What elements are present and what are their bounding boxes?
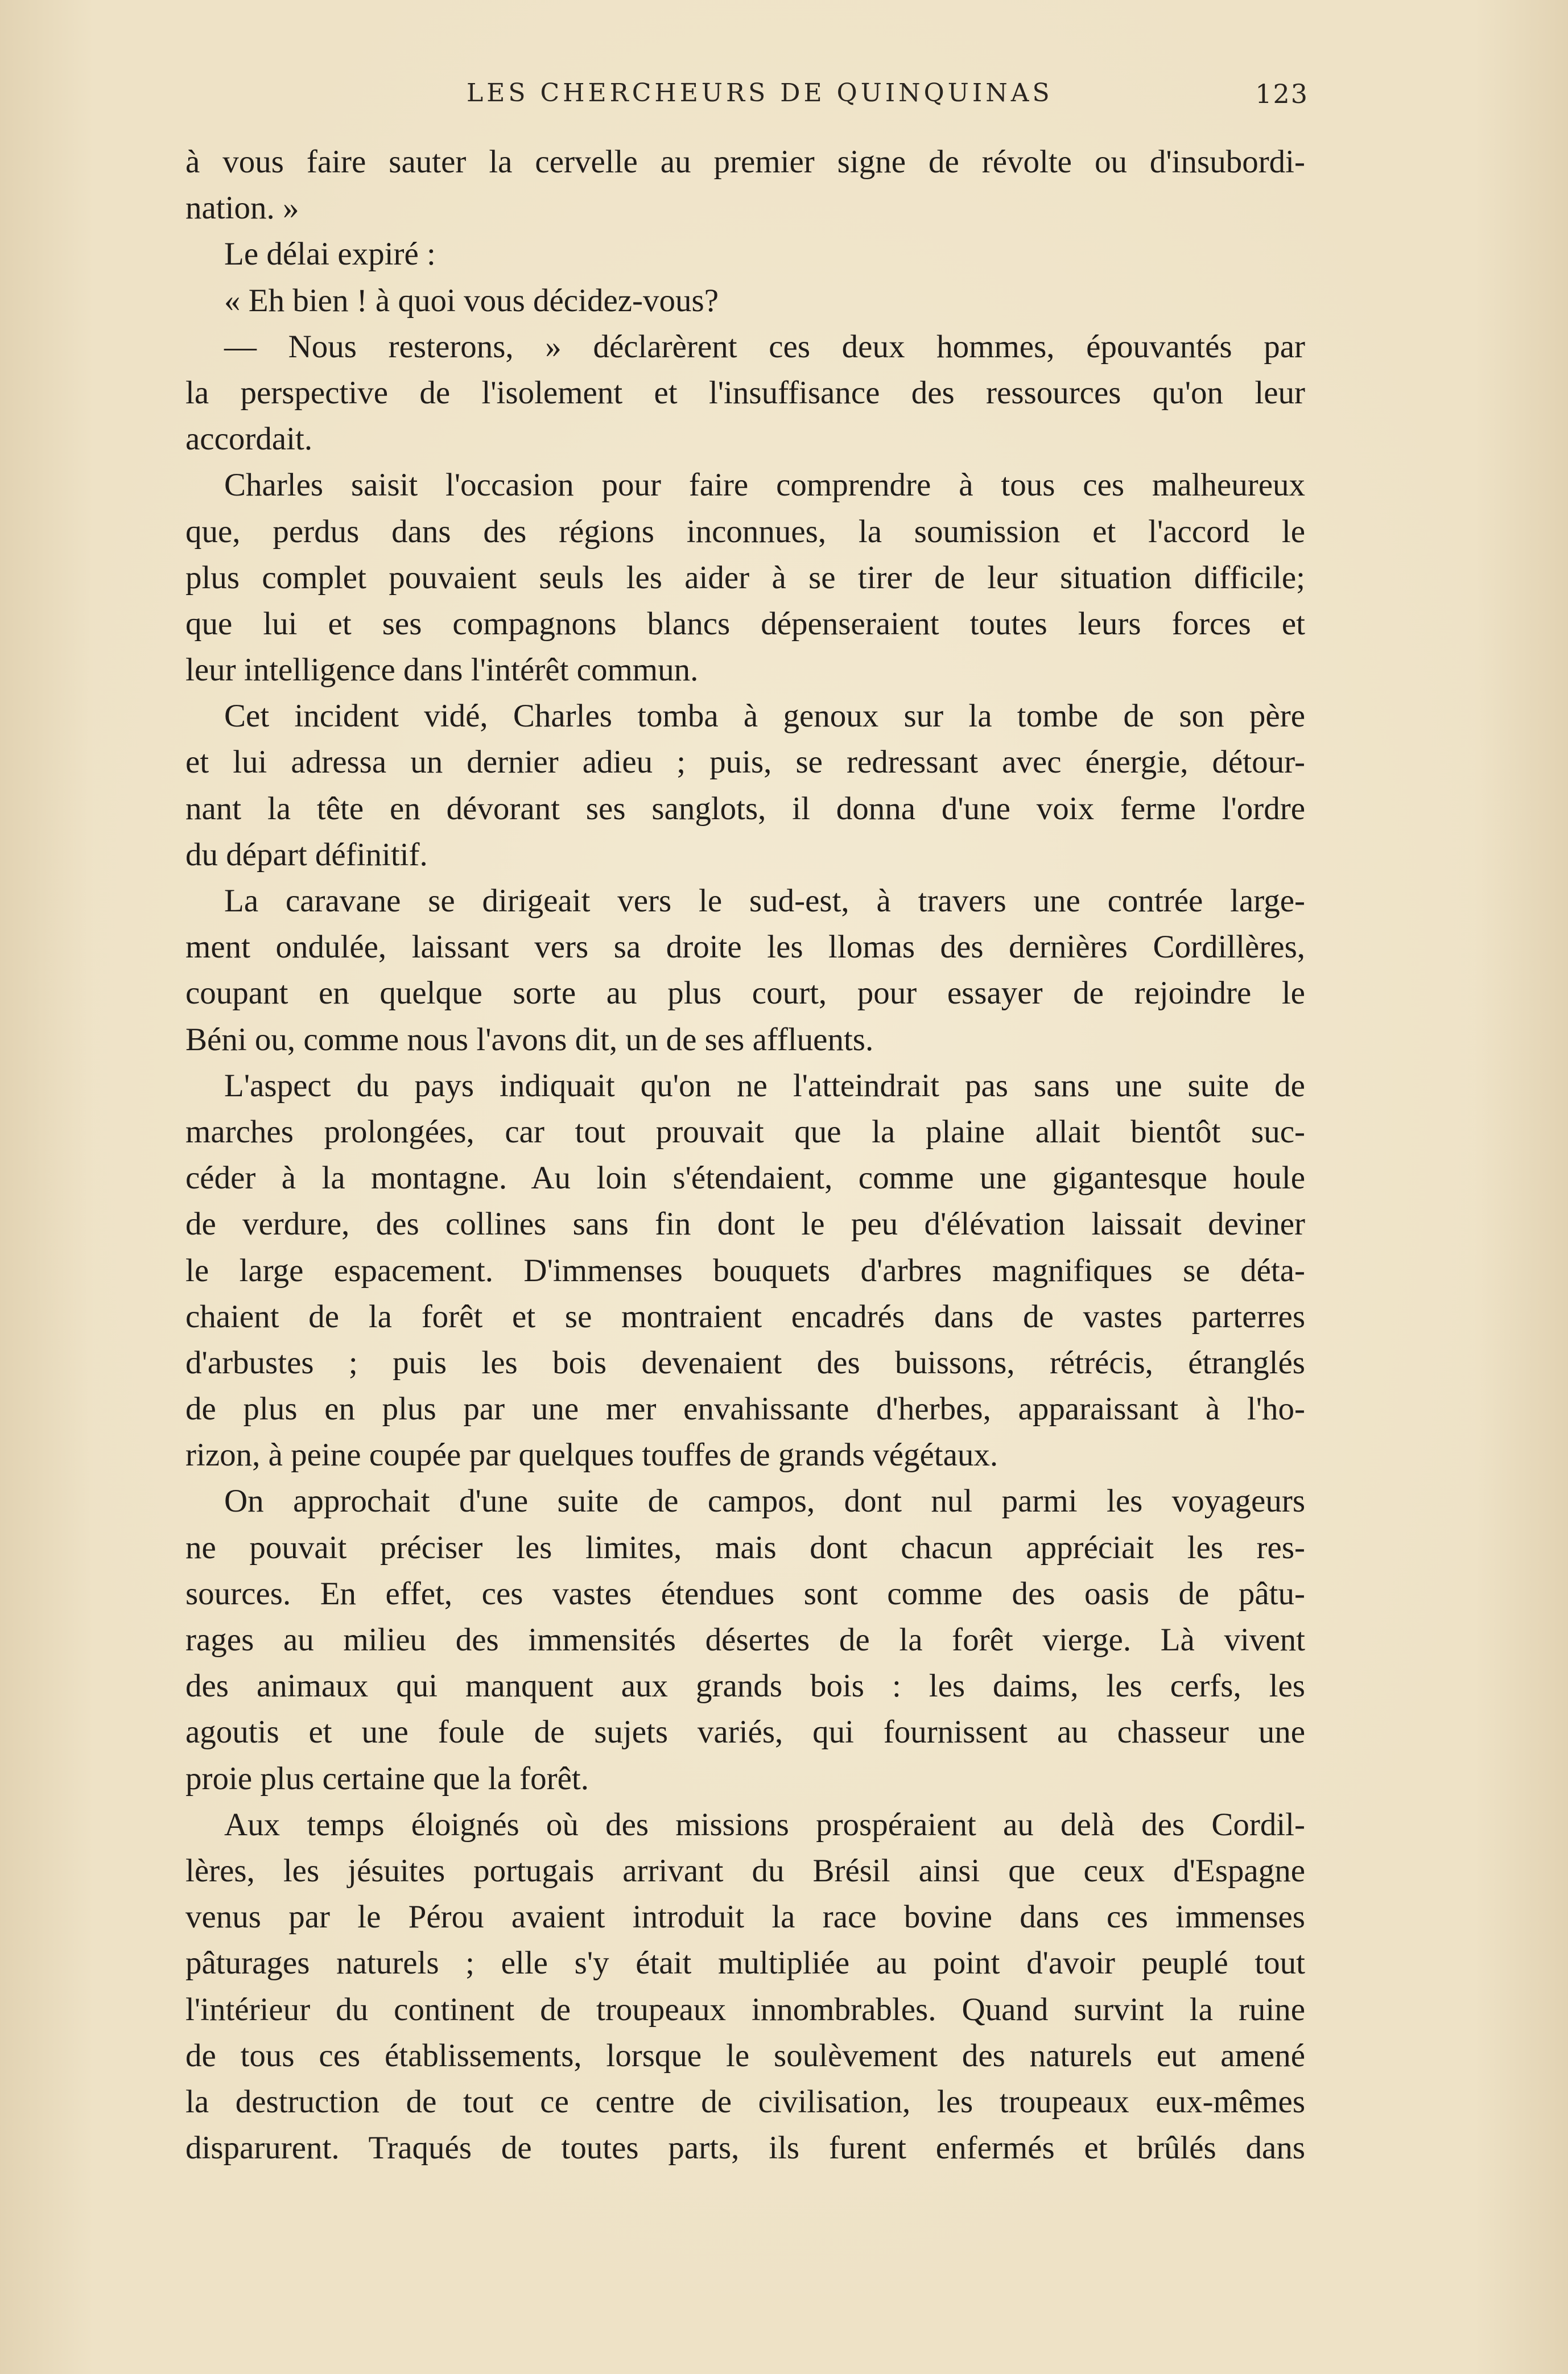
- text-line: sources. En effet, ces vastes étendues sont comme des oasis de pâtu-: [185, 1575, 1305, 1612]
- text-line: nant la tête en dévorant ses sanglots, il donna d'une voix ferme l'ordre: [185, 790, 1305, 827]
- running-title: LES CHERCHEURS DE QUINQUINAS: [467, 79, 1053, 108]
- text-line: agoutis et une foule de sujets variés, qui fournissent au chasseur une: [185, 1714, 1305, 1750]
- text-line: Béni ou, comme nous l'avons dit, un de ses affluents.: [185, 1021, 874, 1058]
- text-line: proie plus certaine que la forêt.: [185, 1760, 589, 1797]
- text-line: Aux temps éloignés où des missions prospéraient au delà des Cordil-: [224, 1806, 1305, 1843]
- text-line: L'aspect du pays indiquait qu'on ne l'atteindrait pas sans une suite de: [224, 1067, 1305, 1104]
- text-line: On approchait d'une suite de campos, dont nul parmi les voyageurs: [224, 1483, 1305, 1520]
- text-line: ne pouvait préciser les limites, mais dont chacun appréciait les res-: [185, 1529, 1305, 1566]
- text-line: d'arbustes ; puis les bois devenaient des buissons, rétrécis, étranglés: [185, 1344, 1305, 1381]
- text-line: pâturages naturels ; elle s'y était multipliée au point d'avoir peuplé tout: [185, 1945, 1305, 1981]
- text-line: rizon, à peine coupée par quelques touffes de grands végétaux.: [185, 1437, 998, 1473]
- text-line: plus complet pouvaient seuls les aider à se tirer de leur situation difficile;: [185, 559, 1305, 596]
- body-text: [185, 139, 1305, 2171]
- text-line: Charles saisit l'occasion pour faire comprendre à tous ces malheureux: [224, 467, 1305, 503]
- text-line: marches prolongées, car tout prouvait que la plaine allait bientôt suc-: [185, 1113, 1305, 1150]
- text-line: et lui adressa un dernier adieu ; puis, se redressant avec énergie, détour-: [185, 744, 1305, 781]
- text-line: de verdure, des collines sans fin dont le peu d'élévation laissait deviner: [185, 1206, 1305, 1242]
- text-line: nation. »: [185, 190, 299, 226]
- text-line: chaient de la forêt et se montraient encadrés dans de vastes parterres: [185, 1298, 1305, 1335]
- text-line: à vous faire sauter la cervelle au premier signe de révolte ou d'insubordi-: [185, 144, 1305, 180]
- text-line: ment ondulée, laissant vers sa droite les llomas des dernières Cordillères,: [185, 929, 1305, 965]
- text-line: « Eh bien ! à quoi vous décidez-vous?: [224, 282, 719, 319]
- text-line: la perspective de l'isolement et l'insuffisance des ressources qu'on leur: [185, 374, 1305, 411]
- text-line: Le délai expiré :: [224, 236, 436, 273]
- text-line: du départ définitif.: [185, 836, 428, 873]
- text-line: accordait.: [185, 421, 313, 457]
- text-line: venus par le Pérou avaient introduit la race bovine dans ces immenses: [185, 1899, 1305, 1935]
- text-line: La caravane se dirigeait vers le sud-est, à travers une contrée large-: [224, 883, 1305, 919]
- text-line: céder à la montagne. Au loin s'étendaient, comme une gigantesque houle: [185, 1160, 1305, 1196]
- text-line: que, perdus dans des régions inconnues, la soumission et l'accord le: [185, 513, 1305, 550]
- text-line: de plus en plus par une mer envahissante d'herbes, apparaissant à l'ho-: [185, 1391, 1305, 1427]
- text-line: des animaux qui manquent aux grands bois : les daims, les cerfs, les: [185, 1668, 1305, 1704]
- text-line: coupant en quelque sorte au plus court, pour essayer de rejoindre le: [185, 975, 1305, 1011]
- text-line: la destruction de tout ce centre de civilisation, les troupeaux eux-mêmes: [185, 2083, 1305, 2120]
- text-line: de tous ces établissements, lorsque le soulèvement des naturels eut amené: [185, 2037, 1305, 2074]
- text-line: leur intelligence dans l'intérêt commun.: [185, 652, 699, 688]
- text-line: rages au milieu des immensités désertes de la forêt vierge. Là vivent: [185, 1622, 1305, 1658]
- text-line: le large espacement. D'immenses bouquets d'arbres magnifiques se déta-: [185, 1252, 1305, 1289]
- text-line: — Nous resterons, » déclarèrent ces deux hommes, épouvantés par: [224, 328, 1305, 365]
- text-line: Cet incident vidé, Charles tomba à genoux sur la tombe de son père: [224, 698, 1305, 734]
- text-line: disparurent. Traqués de toutes parts, ils furent enfermés et brûlés dans: [185, 2130, 1305, 2166]
- text-line: que lui et ses compagnons blancs dépenseraient toutes leurs forces et: [185, 605, 1305, 642]
- running-header: [182, 79, 1309, 124]
- text-line: lères, les jésuites portugais arrivant du Brésil ainsi que ceux d'Espagne: [185, 1852, 1305, 1889]
- page-number: 123: [1255, 79, 1309, 109]
- text-line: l'intérieur du continent de troupeaux innombrables. Quand survint la ruine: [185, 1991, 1305, 2028]
